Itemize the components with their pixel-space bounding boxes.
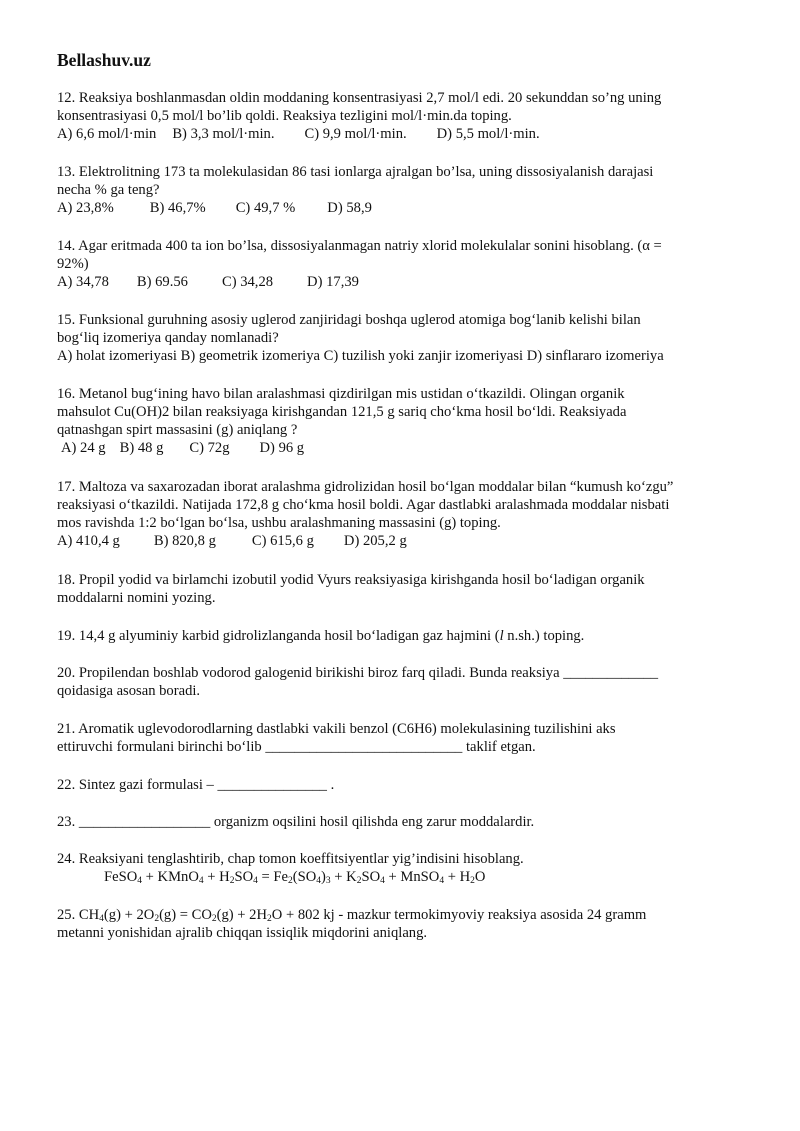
option-a: A) 410,4 g [57,533,120,549]
option-d: D) 96 g [259,440,305,456]
question-14 [57,237,747,291]
question-13 [57,163,747,217]
question-15 [57,311,747,365]
question-text: qoidasiga asosan boradi. [57,683,201,699]
question-text: reaksiyasi o‘tkazildi. Natijada 172,8 g cho‘kma hosil boldi. Agar dastlabki aralashmada moddalar nisbati [57,497,670,513]
question-text: 13. Elektrolitning 173 ta molekulasidan 86 tasi ionlarga ajralgan bo’lsa, uning dissosiyalanish darajasi [57,164,654,180]
question-text: konsentrasiyasi 0,5 mol/l bo’lib qoldi. Reaksiya tezligini mol/l·min.da toping. [57,108,512,124]
question-text: 92%) [57,256,89,272]
question-text-part: ettiruvchi formulani birinchi bo‘lib [57,739,266,755]
question-17 [57,478,747,550]
question-text [57,738,747,756]
option-b: B) 3,3 mol/l·min. [172,126,275,142]
option-c: C) 615,6 g [251,533,314,549]
question-12 [57,89,747,143]
answer-options [57,199,747,217]
option-a: A) 34,78 [57,274,109,290]
option-a: A) 6,6 mol/l·min [57,126,157,142]
question-19 [57,627,747,645]
question-21 [57,720,747,756]
question-text: 18. Propil yodid va birlamchi izobutil yodid Vyurs reaksiyasiga kirishganda hosil bo‘ladigan organik [57,572,645,588]
answer-options: A) holat izomeriyasi B) geometrik izomeriya C) tuzilish yoki zanjir izomeriyasi D) sinflararo izomeriya [57,348,664,364]
option-b: B) 69.56 [136,274,188,290]
question-text [57,813,747,831]
answer-blank[interactable]: ___________________________ [265,739,463,755]
question-text: 21. Aromatik uglevodorodlarning dastlabki vakili benzol (C6H6) molekulasining tuzilishini aks [57,721,616,737]
option-b: B) 48 g [119,440,164,456]
option-a: A) 23,8% [57,200,114,216]
question-text: 14. Agar eritmada 400 ta ion bo’lsa, dissosiyalanmagan natriy xlorid molekulalar sonini hisoblang. (α = [57,238,662,254]
option-d: D) 205,2 g [343,533,407,549]
option-b: B) 46,7% [149,200,206,216]
question-text: qatnashgan spirt massasini (g) aniqlang ? [57,422,298,438]
answer-options [57,273,747,291]
chemical-equation: FeSO$_4$ + KMnO$_4$ + $H_2SO_4 = Fe_2(SO_4)_3 + K_2SO_4$ + MnSO$_4$ + $H_2O$ [104,869,486,886]
option-c: C) 9,9 mol/l·min. [304,126,407,142]
question-text [57,664,747,682]
answer-options [57,532,747,550]
question-text: bog‘liq izomeriya qanday nomlanadi? [57,330,279,346]
option-b: B) 820,8 g [153,533,216,549]
question-18 [57,571,747,607]
question-text-part: n.sh.) toping. [503,628,585,644]
answer-blank[interactable]: __________________ [78,814,211,830]
question-text: 17. Maltoza va saxarozadan iborat aralashma gidrolizidan hosil bo‘lgan moddalar bilan “kumush ko‘zgu” [57,479,674,495]
question-text: 15. Funksional guruhning asosiy uglerod zanjiridagi boshqa uglerod atomiga bog‘lanib kelishi bilan [57,312,641,328]
question-text: moddalarni nomini yozing. [57,590,216,606]
question-text-part: 19. 14,4 g alyuminiy karbid gidrolizlanganda hosil bo‘ladigan gaz hajmini ( [57,628,500,644]
question-text-part: 20. Propilendan boshlab vodorod galogenid birikishi biroz farq qiladi. Bunda reaksiya [57,665,564,681]
question-text: mahsulot Cu(OH)2 bilan reaksiyaga kirishgandan 121,5 g sariq cho‘kma hosil bo‘ldi. Reaksiyada [57,404,627,420]
option-d: D) 5,5 mol/l·min. [436,126,540,142]
answer-blank[interactable]: _____________ [563,665,659,681]
site-title: Bellashuv.uz [57,50,151,70]
question-text [57,627,747,645]
question-text-part: . [326,777,335,793]
option-c: C) 72g [189,440,230,456]
question-text-part: taklif etgan. [462,739,536,755]
option-c: C) 34,28 [221,274,274,290]
question-text-part: 22. Sintez gazi formulasi – [57,777,218,793]
question-23 [57,813,747,831]
answer-options [57,439,747,457]
unit-symbol: l [499,628,504,644]
question-text: 16. Metanol bug‘ining havo bilan aralashmasi qizdirilgan mis ustidan o‘tkazildi. Olingan organik [57,386,625,402]
answer-options [57,125,747,143]
question-22 [57,776,747,794]
option-c: C) 49,7 % [235,200,296,216]
question-25 [57,906,747,942]
option-a: A) 24 g [61,440,106,456]
question-text: 25. $CH_4(g) + 2O_2(g) = CO_2(g) + 2H_2O + 802$ kj - mazkur termokimyoviy reaksiya asosida 24 gramm [57,907,647,924]
question-text: 12. Reaksiya boshlanmasdan oldin moddaning konsentrasiyasi 2,7 mol/l edi. 20 sekunddan so’ng uning [57,90,662,106]
question-text: metanni yonishidan ajralib chiqqan issiqlik miqdorini aniqlang. [57,925,428,941]
question-16 [57,385,747,457]
option-d: D) 58,9 [327,200,372,216]
question-text: necha % ga teng? [57,182,160,198]
answer-blank[interactable]: _______________ [217,777,327,793]
question-text-part: organizm oqsilini hosil qilishda eng zarur moddalardir. [210,814,535,830]
question-24 [57,850,747,886]
question-text-part: 23. [57,814,79,830]
option-d: D) 17,39 [307,274,359,290]
question-text [57,776,747,794]
question-text: 24. Reaksiyani tenglashtirib, chap tomon koeffitsiyentlar yig’indisini hisoblang. [57,851,524,867]
question-20 [57,664,747,700]
question-text: mos ravishda 1:2 bo‘lgan bo‘lsa, ushbu aralashmaning massasini (g) toping. [57,515,501,531]
